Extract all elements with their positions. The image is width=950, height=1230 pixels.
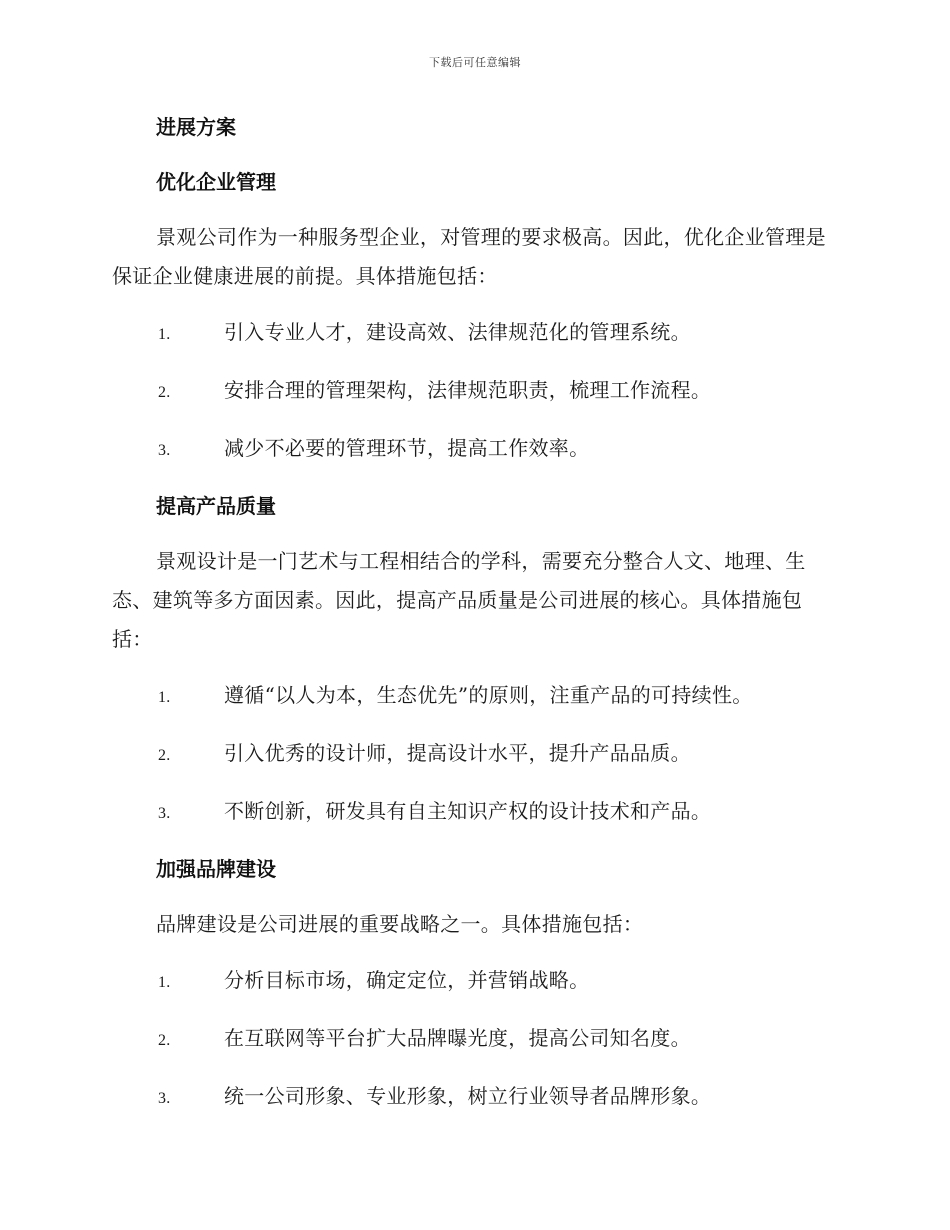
- list-text: 分析目标市场，确定定位，并营销战略。: [224, 968, 590, 992]
- section-paragraph: 景观公司作为一种服务型企业，对管理的要求极高。因此，优化企业管理是保证企业健康进展的前提。具体措施包括：: [112, 225, 826, 288]
- measure-list: [112, 313, 832, 470]
- section-heading: 提高产品质量: [156, 494, 276, 518]
- section-optimize-management: [112, 163, 832, 470]
- list-text: 引入优秀的设计师，提高设计水平，提升产品品质。: [224, 741, 691, 765]
- section-improve-quality: [112, 487, 832, 833]
- list-number: 3.: [158, 442, 171, 459]
- list-number: 1.: [158, 974, 171, 991]
- list-item: [112, 792, 832, 833]
- list-number: 3.: [158, 805, 171, 822]
- document-title: 进展方案: [156, 115, 236, 139]
- list-item: [112, 313, 832, 354]
- document-body: [112, 108, 832, 1135]
- section-paragraph: 景观设计是一门艺术与工程相结合的学科，需要充分整合人文、地理、生态、建筑等多方面因素。因此，提高产品质量是公司进展的核心。具体措施包括：: [112, 549, 806, 651]
- list-item: [112, 371, 832, 412]
- list-number: 1.: [158, 326, 171, 343]
- list-number: 1.: [158, 689, 171, 706]
- list-item: [112, 429, 832, 470]
- list-number: 2.: [158, 384, 171, 401]
- list-item: [112, 961, 832, 1002]
- list-text: 统一公司形象、专业形象，树立行业领导者品牌形象。: [224, 1084, 712, 1108]
- list-text: 不断创新，研发具有自主知识产权的设计技术和产品。: [224, 799, 712, 823]
- list-text: 安排合理的管理架构，法律规范职责，梳理工作流程。: [224, 378, 712, 402]
- section-heading: 优化企业管理: [156, 170, 276, 194]
- section-paragraph: 品牌建设是公司进展的重要战略之一。具体措施包括：: [156, 912, 644, 936]
- list-number: 2.: [158, 1032, 171, 1049]
- list-text: 减少不必要的管理环节，提高工作效率。: [224, 436, 590, 460]
- list-text: 遵循“以人为本，生态优先”的原则，注重产品的可持续性。: [224, 683, 753, 707]
- list-number: 3.: [158, 1090, 171, 1107]
- list-number: 2.: [158, 747, 171, 764]
- list-item: [112, 1019, 832, 1060]
- list-item: [112, 734, 832, 775]
- page-header-note: 下载后可任意编辑: [429, 56, 521, 69]
- measure-list: [112, 961, 832, 1118]
- list-item: [112, 676, 832, 717]
- section-heading: 加强品牌建设: [156, 857, 276, 881]
- list-text: 在互联网等平台扩大品牌曝光度，提高公司知名度。: [224, 1026, 691, 1050]
- section-brand-building: [112, 850, 832, 1118]
- list-item: [112, 1077, 832, 1118]
- list-text: 引入专业人才，建设高效、法律规范化的管理系统。: [224, 320, 691, 344]
- measure-list: [112, 676, 832, 833]
